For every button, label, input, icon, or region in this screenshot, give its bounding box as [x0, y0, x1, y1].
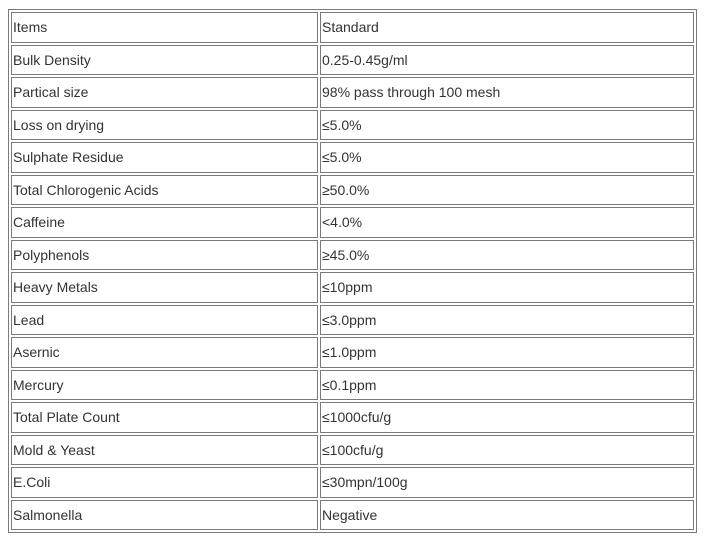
table-row	[11, 370, 694, 401]
table-row	[11, 77, 694, 108]
item-name-cell: Heavy Metals	[11, 272, 318, 303]
item-name-cell: Bulk Density	[11, 45, 318, 76]
item-name-cell: Polyphenols	[11, 240, 318, 271]
standard-value-cell: ≥45.0%	[320, 240, 694, 271]
standard-value-cell: ≤0.1ppm	[320, 370, 694, 401]
item-name-cell: Asernic	[11, 337, 318, 368]
item-name-cell: Partical size	[11, 77, 318, 108]
standard-value-cell: ≤5.0%	[320, 142, 694, 173]
item-name-cell: Salmonella	[11, 500, 318, 531]
item-name-cell: Total Plate Count	[11, 402, 318, 433]
table-row	[11, 337, 694, 368]
table-row	[11, 240, 694, 271]
standard-value-cell: ≤3.0ppm	[320, 305, 694, 336]
standard-value-cell: ≤10ppm	[320, 272, 694, 303]
standard-value-cell: ≤1.0ppm	[320, 337, 694, 368]
item-name-cell: Caffeine	[11, 207, 318, 238]
item-name-cell: Total Chlorogenic Acids	[11, 175, 318, 206]
table-row	[11, 467, 694, 498]
table-header-row	[11, 12, 694, 43]
table-row	[11, 110, 694, 141]
header-standard-cell: Standard	[320, 12, 694, 43]
standard-value-cell: <4.0%	[320, 207, 694, 238]
standard-value-cell: 0.25-0.45g/ml	[320, 45, 694, 76]
standard-value-cell: ≤1000cfu/g	[320, 402, 694, 433]
table-row	[11, 272, 694, 303]
standard-value-cell: ≥50.0%	[320, 175, 694, 206]
standard-value-cell: 98% pass through 100 mesh	[320, 77, 694, 108]
item-name-cell: Mold & Yeast	[11, 435, 318, 466]
standard-value-cell: ≤5.0%	[320, 110, 694, 141]
item-name-cell: Lead	[11, 305, 318, 336]
specification-table	[8, 9, 697, 533]
item-name-cell: E.Coli	[11, 467, 318, 498]
specification-table-body	[11, 12, 694, 530]
table-row	[11, 142, 694, 173]
table-row	[11, 500, 694, 531]
table-row	[11, 45, 694, 76]
table-row	[11, 305, 694, 336]
spec-table-container	[8, 9, 697, 533]
table-row	[11, 207, 694, 238]
table-row	[11, 435, 694, 466]
item-name-cell: Loss on drying	[11, 110, 318, 141]
standard-value-cell: ≤30mpn/100g	[320, 467, 694, 498]
header-items-cell: Items	[11, 12, 318, 43]
standard-value-cell: Negative	[320, 500, 694, 531]
item-name-cell: Sulphate Residue	[11, 142, 318, 173]
standard-value-cell: ≤100cfu/g	[320, 435, 694, 466]
table-row	[11, 402, 694, 433]
item-name-cell: Mercury	[11, 370, 318, 401]
table-row	[11, 175, 694, 206]
